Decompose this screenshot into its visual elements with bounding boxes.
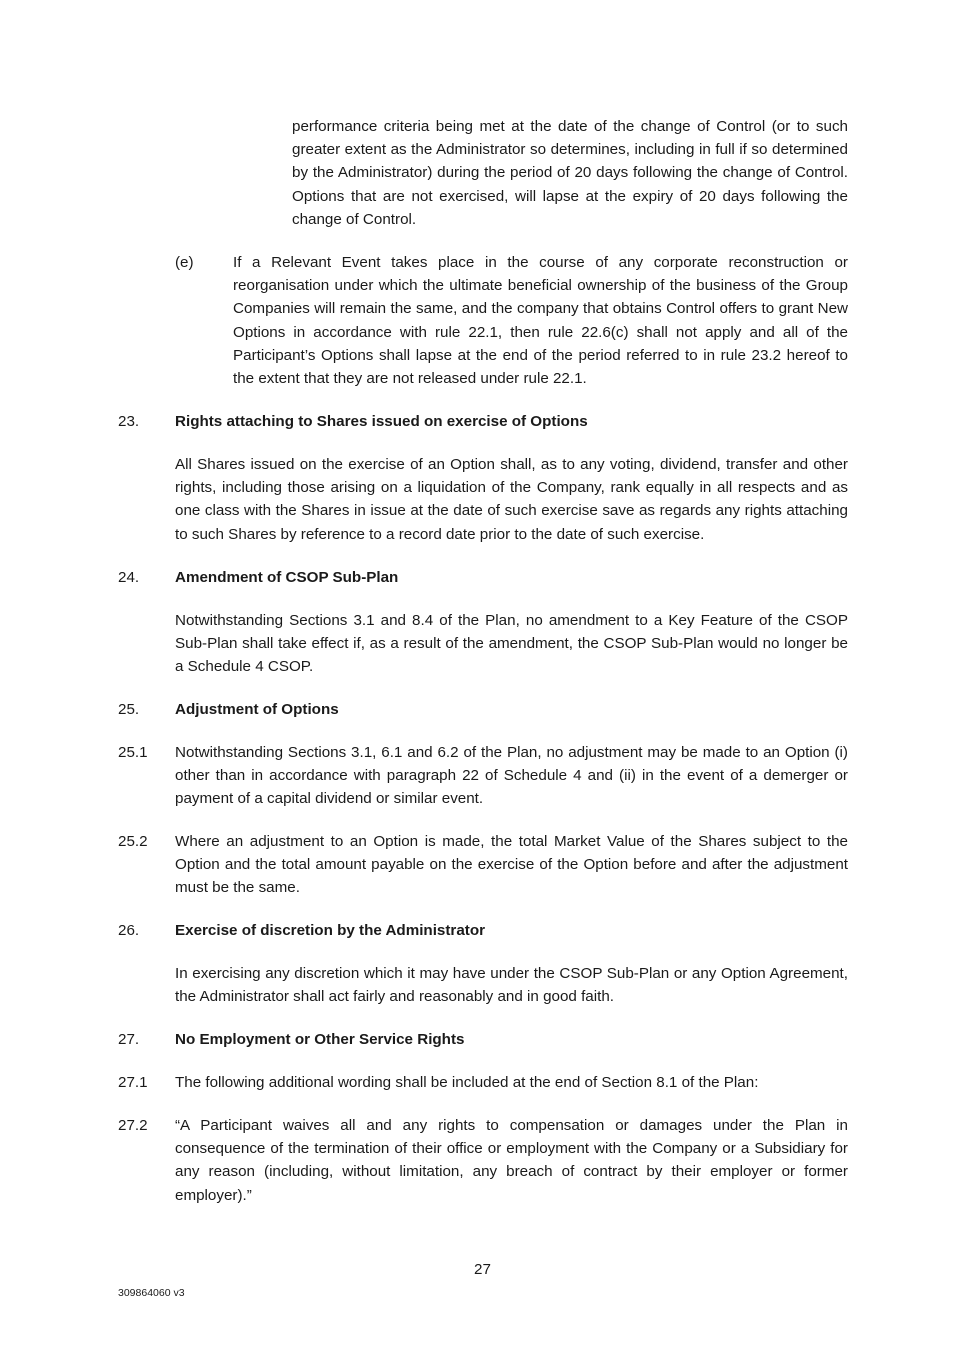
clause-27-2-text: “A Participant waives all and any rights to compensation or damages under the Plan in consequence of the termination of their office or employment with the Company or a Subsidiary for any reason (including, without limitation, any breach of contract by their employer or former employer).” [175, 1117, 848, 1204]
section-26-heading: Exercise of discretion by the Administrator [175, 922, 486, 939]
clause-27-1-text: The following additional wording shall be included at the end of Section 8.1 of the Plan: [175, 1074, 759, 1091]
section-26-number: 26. [118, 922, 140, 939]
page-number: 27 [474, 1261, 491, 1278]
section-24-text: Notwithstanding Sections 3.1 and 8.4 of the Plan, no amendment to a Key Feature of the CSOP Sub-Plan shall take effect if, as a result of the amendment, the CSOP Sub-Plan would no longer be a Schedule 4 CSOP. [175, 612, 848, 676]
item-e-label: (e) [175, 254, 194, 271]
section-26-text: In exercising any discretion which it may have under the CSOP Sub-Plan or any Option Agreement, the Administrator shall act fairly and reasonably and in good faith. [175, 965, 848, 1006]
section-23-text: All Shares issued on the exercise of an Option shall, as to any voting, dividend, transfer and other rights, including those arising on a liquidation of the Company, rank equally in all respects and as one class with the Shares in issue at the date of such exercise save as regards any rights attaching to such Shares by reference to a record date prior to the date of such exercise. [175, 456, 848, 543]
clause-27-1-number: 27.1 [118, 1074, 148, 1091]
section-24-heading: Amendment of CSOP Sub-Plan [175, 569, 399, 586]
document-reference: 309864060 v3 [118, 1287, 185, 1299]
section-23-heading: Rights attaching to Shares issued on exercise of Options [175, 413, 588, 430]
section-27-number: 27. [118, 1031, 140, 1048]
item-e-text: If a Relevant Event takes place in the course of any corporate reconstruction or reorganisation under which the ultimate beneficial ownership of the business of the Group Companies will remain the same, and the company that obtains Control offers to grant New Options in accordance with rule 22.1, then rule 22.6(c) shall not apply and all of the Participant’s Options shall lapse at the end of the period referred to in rule 23.2 hereof to the extent that they are not released under rule 22.1. [233, 254, 848, 388]
continuation-paragraph: performance criteria being met at the date of the change of Control (or to such greater extent as the Administrator so determines, including in full if so determined by the Administrator) during the period of 20 days following the change of Control. Options that are not exercised, will lapse at the expiry of 20 days following the change of Control. [292, 118, 848, 228]
clause-25-2-number: 25.2 [118, 833, 148, 850]
clause-25-2-text: Where an adjustment to an Option is made, the total Market Value of the Shares subject to the Option and the total amount payable on the exercise of the Option before and after the adjustment must be the same. [175, 833, 848, 897]
section-25-heading: Adjustment of Options [175, 701, 339, 718]
section-23-number: 23. [118, 413, 140, 430]
section-25-number: 25. [118, 701, 140, 718]
clause-25-1-text: Notwithstanding Sections 3.1, 6.1 and 6.2 of the Plan, no adjustment may be made to an Option (i) other than in accordance with paragraph 22 of Schedule 4 and (ii) in the event of a demerger or payment of a capital dividend or similar event. [175, 744, 848, 808]
section-24-number: 24. [118, 569, 140, 586]
section-27-heading: No Employment or Other Service Rights [175, 1031, 465, 1048]
clause-25-1-number: 25.1 [118, 744, 148, 761]
clause-27-2-number: 27.2 [118, 1117, 148, 1134]
